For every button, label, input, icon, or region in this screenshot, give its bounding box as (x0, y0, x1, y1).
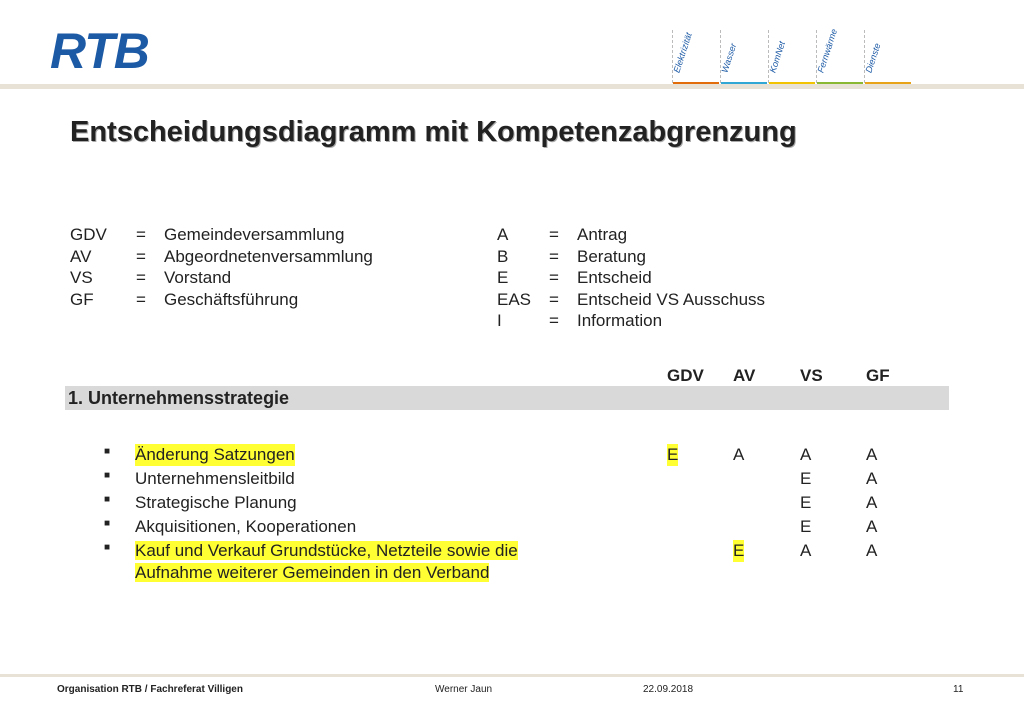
legend-eq: = (549, 246, 559, 266)
cell-vs: A (800, 445, 812, 464)
legend-eq: = (136, 246, 146, 266)
legend-text: Antrag (577, 225, 628, 244)
tab-elektrizitaet[interactable] (672, 30, 719, 88)
legend-row (497, 247, 765, 269)
bullet-icon: ■ (104, 494, 111, 505)
list-item (0, 444, 1024, 468)
item-text: Akquisitionen, Kooperationen (135, 517, 357, 536)
legend-row (497, 225, 765, 247)
legend-abbr: GF (70, 289, 94, 309)
legend-row (70, 225, 373, 247)
bullet-icon: ■ (104, 542, 111, 553)
tab-wasser[interactable] (720, 30, 767, 88)
cell-vs: E (800, 517, 812, 536)
footer-divider (0, 674, 1024, 677)
column-header-gdv: GDV (667, 366, 704, 385)
legend-abbr: B (497, 246, 509, 266)
legend-row (497, 268, 765, 290)
legend-row (70, 290, 373, 312)
legend-text: Entscheid (577, 268, 652, 287)
legend-text: Beratung (577, 246, 646, 266)
legend-text: Entscheid VS Ausschuss (577, 289, 766, 309)
legend-eq: = (549, 268, 559, 287)
item-text (135, 540, 518, 584)
cell-gf: A (866, 541, 878, 560)
legend-eq: = (136, 289, 146, 309)
cell-gf: A (866, 517, 878, 536)
cell-vs: E (800, 493, 812, 512)
cell-vs: A (800, 541, 812, 560)
rtb-logo: RTB (50, 23, 149, 79)
item-text-line2: Aufnahme weiterer Gemeinden in den Verband (135, 563, 490, 582)
footer-date: 22.09.2018 (643, 684, 694, 695)
list-item (0, 468, 1024, 492)
legend-eq: = (549, 311, 559, 330)
tab-komnet[interactable] (768, 30, 815, 88)
footer-page-number: 11 (953, 684, 964, 695)
bullet-icon: ■ (104, 518, 111, 529)
cell-gf: A (866, 445, 878, 464)
legend-abbr: A (497, 225, 509, 244)
cell-gf: A (866, 469, 878, 488)
tab-label: Dienste (863, 41, 883, 74)
column-header-av: AV (733, 366, 756, 385)
legend-eq: = (549, 289, 559, 309)
cell-vs: E (800, 469, 812, 488)
list-item (0, 540, 1024, 588)
legend-text: Abgeordnetenversammlung (164, 246, 373, 266)
list-item (0, 516, 1024, 540)
legend-abbr: E (497, 268, 509, 287)
column-header-gf: GF (866, 366, 890, 385)
tab-label: Fernwärme (815, 27, 840, 74)
legend-eq: = (136, 268, 146, 287)
cell-av: A (733, 445, 745, 464)
tab-label: Wasser (719, 42, 739, 74)
legend-text: Gemeindeversammlung (164, 225, 345, 244)
legend-abbr: VS (70, 268, 93, 287)
footer-author: Werner Jaun (435, 684, 493, 695)
header-divider (0, 84, 1024, 89)
tab-dienste[interactable] (864, 30, 911, 88)
bullet-icon: ■ (104, 470, 111, 481)
bullet-icon: ■ (104, 446, 111, 457)
legend-abbr: AV (70, 246, 92, 266)
tab-fernwaerme[interactable] (815, 27, 863, 88)
legend-eq: = (136, 225, 146, 244)
legend-row (497, 290, 765, 312)
legend-text: Information (577, 311, 663, 330)
legend-row (70, 268, 373, 290)
legend-abbr: EAS (497, 289, 532, 309)
footer-organisation: Organisation RTB / Fachreferat Villigen (57, 684, 243, 695)
legend-organs (70, 225, 373, 311)
legend-actions (497, 225, 765, 333)
page-title: Entscheidungsdiagramm mit Kompetenzabgrenzung (70, 116, 797, 148)
legend-row (70, 247, 373, 269)
legend-eq: = (549, 225, 559, 244)
legend-text: Vorstand (164, 268, 232, 287)
item-text: Unternehmensleitbild (135, 469, 295, 488)
tab-label: Elektrizität (671, 31, 694, 74)
section-heading: 1. Unternehmensstrategie (65, 386, 949, 410)
division-tabs (671, 27, 912, 90)
legend-abbr: GDV (70, 225, 107, 244)
item-text: Strategische Planung (135, 493, 297, 512)
legend-row (497, 311, 765, 333)
cell-av: E (733, 541, 745, 560)
column-header-vs: VS (800, 366, 823, 385)
legend-text: Geschäftsführung (164, 289, 299, 309)
cell-gf: A (866, 493, 878, 512)
item-text: Änderung Satzungen (135, 445, 295, 464)
legend-abbr: I (497, 311, 502, 330)
cell-gdv: E (667, 445, 679, 464)
tab-label: KomNet (767, 39, 788, 74)
item-text-line1: Kauf und Verkauf Grundstücke, Netzteile sowie die (135, 541, 518, 560)
list-item (0, 492, 1024, 516)
